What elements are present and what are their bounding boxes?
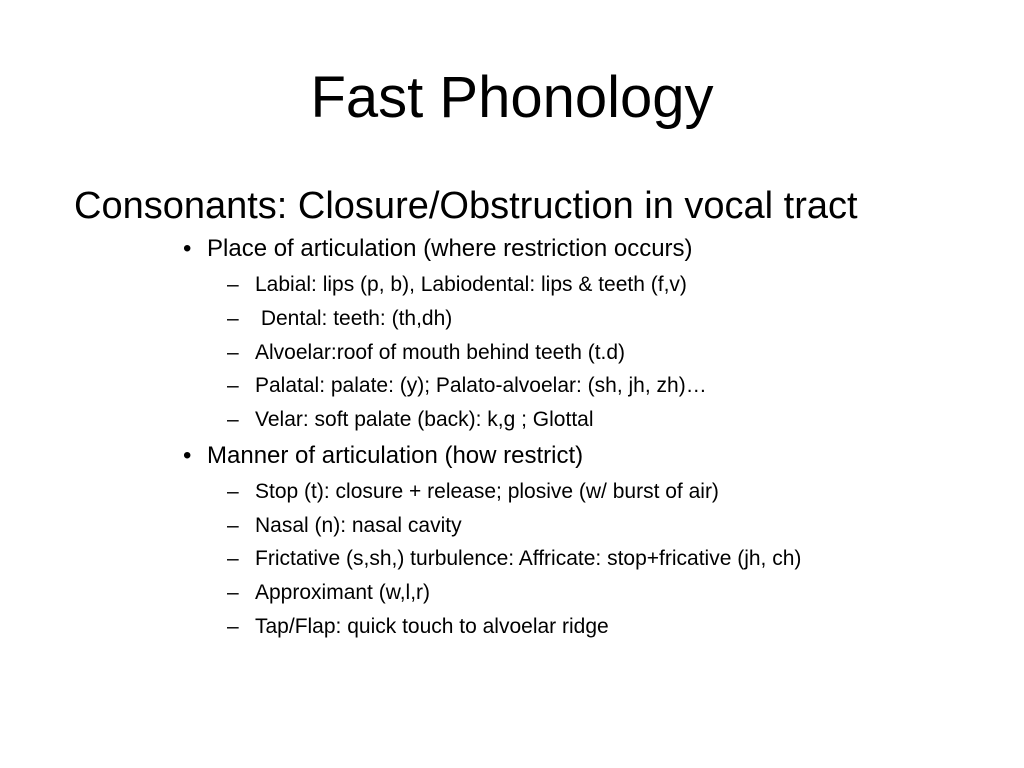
sub-item-labial: [227, 272, 687, 298]
bullet-label: Manner of articulation (how restrict): [207, 442, 584, 469]
bullet-manner-of-articulation: [183, 441, 583, 471]
bullet-marker: •: [183, 235, 192, 262]
dash-marker: –: [227, 273, 239, 296]
dash-marker: –: [227, 615, 239, 638]
bullet-label: Place of articulation (where restriction occurs): [207, 235, 693, 262]
sub-item-text: Palatal: palate: (y); Palato-alvoelar: (sh, jh, zh)…: [255, 374, 707, 397]
sub-item-text: Nasal (n): nasal cavity: [255, 514, 462, 537]
sub-item-dental: [227, 306, 452, 332]
sub-item-fricative: [227, 546, 801, 572]
sub-item-velar: [227, 407, 594, 433]
slide-title: Fast Phonology: [310, 65, 714, 130]
sub-item-tap-flap: [227, 614, 609, 640]
sub-item-text: Approximant (w,l,r): [255, 581, 431, 604]
bullet-place-of-articulation: [183, 234, 693, 264]
sub-item-nasal: [227, 513, 462, 539]
dash-marker: –: [227, 480, 239, 503]
bullet-marker: •: [183, 442, 192, 469]
dash-marker: –: [227, 547, 239, 570]
sub-item-text: Dental: teeth: (th,dh): [255, 307, 453, 330]
dash-marker: –: [227, 307, 239, 330]
sub-item-palatal: [227, 373, 707, 399]
sub-item-alveolar: [227, 340, 625, 366]
dash-marker: –: [227, 374, 239, 397]
sub-item-text: Velar: soft palate (back): k,g ; Glottal: [255, 408, 594, 431]
slide-heading: Consonants: Closure/Obstruction in vocal tract: [74, 185, 858, 227]
sub-item-text: Tap/Flap: quick touch to alvoelar ridge: [255, 615, 609, 638]
sub-item-text: Frictative (s,sh,) turbulence: Affricate: stop+fricative (jh, ch): [255, 547, 802, 570]
sub-item-text: Labial: lips (p, b), Labiodental: lips & teeth (f,v): [255, 273, 687, 296]
dash-marker: –: [227, 514, 239, 537]
dash-marker: –: [227, 581, 239, 604]
dash-marker: –: [227, 408, 239, 431]
dash-marker: –: [227, 341, 239, 364]
sub-item-text: Alvoelar:roof of mouth behind teeth (t.d): [255, 341, 626, 364]
sub-item-text: Stop (t): closure + release; plosive (w/ burst of air): [255, 480, 719, 503]
sub-item-approximant: [227, 580, 430, 606]
sub-item-stop: [227, 479, 719, 505]
